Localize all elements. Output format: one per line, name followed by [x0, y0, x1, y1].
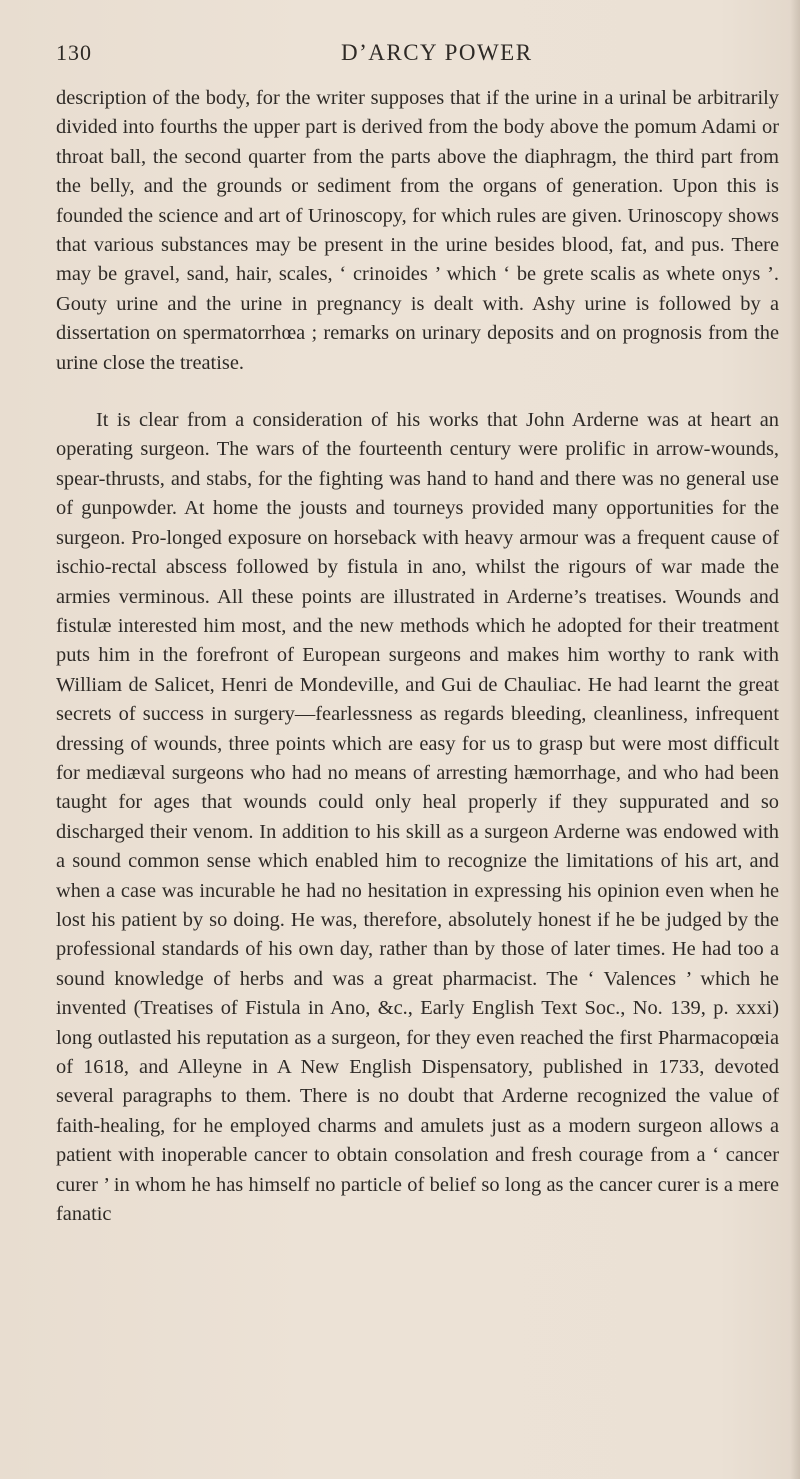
page-edge-shadow [790, 0, 800, 1479]
paragraph-1: description of the body, for the writer supposes that if the urine in a urinal be arbitrarily divided into fourths the upper part is derived from the body above the pomum Adami or throat ball, the second quarter from the parts above the diaphragm, the third part from the belly, and the grounds or sediment from the organs of generation. Upon this is founded the science and art of Urinoscopy, for which rules are given. Urinoscopy shows that various substances may be present in the urine besides blood, fat, and pus. There may be gravel, sand, hair, scales, ‘ crinoides ’ which ‘ be grete scalis as whete onys ’. Gouty urine and the urine in pregnancy is dealt with. Ashy urine is followed by a dissertation on spermatorrhœa ; remarks on urinary deposits and on prognosis from the urine close the treatise. [56, 87, 779, 374]
running-head [56, 40, 780, 74]
page-number: 130 [56, 40, 92, 65]
running-title: D’ARCY POWER [341, 40, 533, 65]
paragraph-2: It is clear from a consideration of his works that John Arderne was at heart an operating surgeon. The wars of the fourteenth century were prolific in arrow-wounds, spear-thrusts, and stabs, for the fighting was hand to hand and there was no general use of gunpowder. At home the jousts and tourneys provided many opportunities for the surgeon. Pro-longed exposure on horseback with heavy armour was a frequent cause of ischio-rectal abscess followed by fistula in ano, whilst the rigours of war made the armies verminous. All these points are illustrated in Arderne’s treatises. Wounds and fistulæ interested him most, and the new methods which he adopted for their treatment puts him in the forefront of European surgeons and makes him worthy to rank with William de Salicet, Henri de Mondeville, and Gui de Chauliac. He had learnt the great secrets of success in surgery—fearlessness as regards bleeding, cleanliness, infrequent dressing of wounds, three points which are easy for us to grasp but were most difficult for mediæval surgeons who had no means of arresting hæmorrhage, and who had been taught for ages that wounds could only heal properly if they suppurated and so discharged their venom. In addition to his skill as a surgeon Arderne was endowed with a sound common sense which enabled him to recognize the limitations of his art, and when a case was incurable he had no hesitation in expressing his opinion even when he lost his patient by so doing. He was, therefore, absolutely honest if he be judged by the professional standards of his own day, rather than by those of later times. He had too a sound knowledge of herbs and was a great pharmacist. The ‘ Valences ’ which he invented (Treatises of Fistula in Ano, &c., Early English Text Soc., No. 139, p. xxxi) long outlasted his reputation as a surgeon, for they even reached the first Pharmacopœia of 1618, and Alleyne in A New English Dispensatory, published in 1733, devoted several paragraphs to them. There is no doubt that Arderne recognized the value of faith-healing, for he employed charms and amulets just as a modern surgeon allows a patient with inoperable cancer to obtain consolation and fresh courage from a ‘ cancer curer ’ in whom he has himself no particle of belief so long as the cancer curer is a mere fanatic [56, 409, 779, 1226]
text-body [56, 84, 779, 1229]
